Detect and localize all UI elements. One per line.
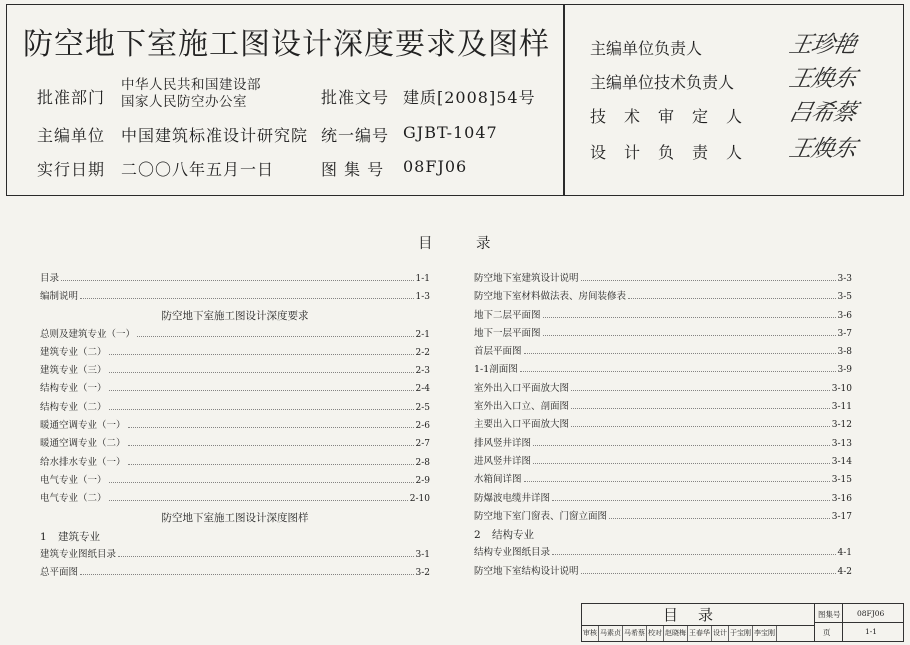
toc-entry-page: 2-3 (415, 366, 430, 377)
toc-entry (40, 417, 430, 435)
resp-label (590, 140, 761, 163)
resp-label (590, 104, 761, 127)
leader-dots (128, 417, 414, 428)
divider (842, 604, 843, 641)
toc-entry (474, 307, 852, 325)
leader-dots (61, 270, 413, 281)
leader-dots (118, 546, 413, 557)
leader-dots (80, 564, 413, 575)
group-title: 建筑专业 (58, 530, 100, 543)
section-title: 防空地下室施工图设计深度要求 (161, 309, 309, 322)
group-title: 结构专业 (492, 529, 534, 542)
toc-entry-title: 进风竖井详图 (474, 455, 532, 467)
title-block-right (814, 604, 903, 641)
leader-dots (628, 288, 835, 299)
toc-entry-title: 结构专业（二） (40, 401, 107, 413)
leader-dots (109, 472, 414, 483)
toc-entry (40, 435, 430, 453)
document-title: 防空地下室施工图设计深度要求及图样 (23, 27, 550, 62)
toc-entry (40, 399, 430, 417)
leader-dots (520, 361, 836, 372)
leader-dots (571, 416, 830, 427)
toc-entry-title: 建筑专业（二） (40, 346, 107, 358)
toc-entry-page: 3-3 (837, 274, 852, 284)
sign-row (582, 626, 814, 641)
toc-entry-title: 结构专业图纸目录 (474, 547, 551, 559)
toc-entry (474, 380, 852, 398)
impl-date-label: 实行日期 (37, 160, 106, 179)
toc-entry-page: 3-8 (837, 347, 852, 358)
toc-entry (40, 344, 430, 362)
toc-entry-title: 总平面图 (40, 567, 79, 579)
resp-label-text: 主编单位技术负责人 (590, 73, 735, 92)
toc-entry-page: 2-6 (415, 421, 430, 432)
toc-entry (474, 325, 852, 343)
toc-entry (40, 490, 430, 508)
toc-heading-left: 目 (418, 236, 433, 252)
toc-entry-page: 3-11 (831, 402, 852, 413)
toc-entry (474, 288, 852, 306)
sign-cell: 审核 (582, 626, 599, 641)
toc-entry-page: 3-15 (831, 475, 852, 486)
signature: 王焕东 (786, 66, 859, 92)
toc-entry-page: 2-2 (415, 347, 430, 358)
toc-entry-page: 2-7 (415, 439, 430, 450)
signature: 王珍艳 (786, 32, 859, 58)
editor-label: 主编单位 (37, 126, 106, 145)
toc-entry-title: 目录 (40, 273, 60, 284)
approval-dept-line1: 中华人民共和国建设部 (121, 77, 261, 93)
approval-doc-value: 建质[2008]54号 (403, 88, 536, 107)
toc-entry-page: 3-10 (831, 383, 852, 394)
toc-entry-title: 暖通空调专业（二） (40, 438, 126, 450)
approval-doc-label: 批准文号 (321, 88, 390, 107)
atlas-no-value: 08FJ06 (403, 157, 468, 176)
toc-entry-title: 首层平面图 (474, 346, 522, 358)
toc-entry-page: 2-5 (415, 402, 430, 413)
toc-entry-title: 建筑专业（三） (40, 365, 107, 377)
toc-entry-title: 建筑专业图纸目录 (40, 548, 117, 560)
signature: 王焕东 (786, 136, 859, 162)
impl-date-value: 二〇〇八年五月一日 (121, 160, 275, 179)
toc-right-column (474, 270, 852, 581)
atlas-value: 08FJ06 (857, 609, 885, 618)
toc-entry-title: 防空地下室建筑设计说明 (474, 273, 579, 284)
toc-entry (474, 361, 852, 379)
toc-entry-page: 3-13 (831, 438, 852, 449)
leader-dots (533, 435, 830, 446)
toc-group-heading (40, 528, 430, 546)
toc-entry (40, 288, 430, 306)
page-value: 1-1 (865, 627, 878, 636)
leader-dots (109, 490, 408, 501)
leader-dots (128, 435, 414, 446)
toc-entry (40, 546, 430, 564)
sign-cell: 马希蔡 (623, 626, 647, 641)
toc-entry-page: 3-12 (831, 420, 852, 431)
signature: 吕希蔡 (786, 100, 859, 126)
leader-dots (109, 362, 414, 373)
toc-entry-title: 防空地下室门窗表、门窗立面图 (474, 510, 608, 522)
toc-entry-title: 防爆波电缆井详图 (474, 492, 551, 504)
divider (815, 622, 904, 623)
approval-dept-label: 批准部门 (37, 88, 106, 107)
sign-cell: 设计 (712, 626, 729, 641)
toc-entry-page: 2-9 (415, 475, 430, 486)
leader-dots (581, 563, 836, 574)
toc-left-column (40, 270, 430, 582)
resp-label (590, 36, 750, 59)
toc-entry-title: 地下二层平面图 (474, 309, 541, 321)
leader-dots (571, 380, 830, 391)
group-number: 2 (474, 529, 481, 542)
toc-entry-page: 2-4 (415, 384, 430, 395)
toc-entry-page: 2-8 (415, 457, 430, 468)
toc-entry-page: 3-17 (831, 511, 852, 522)
resp-label-text: 主编单位负责人 (590, 39, 703, 58)
sign-cell: 于宝刚 (729, 626, 753, 641)
toc-entry-title: 总则及建筑专业（一） (40, 328, 136, 340)
toc-entry-page: 3-1 (415, 549, 430, 560)
leader-dots (137, 326, 413, 337)
leader-dots (524, 343, 836, 354)
toc-entry-title: 防空地下室材料做法表、房间装修表 (474, 291, 627, 303)
toc-entry-title: 地下一层平面图 (474, 327, 541, 339)
header-divider (563, 5, 565, 195)
toc-entry-title: 给水排水专业（一） (40, 456, 126, 468)
leader-dots (524, 471, 830, 482)
toc-entry (474, 416, 852, 434)
atlas-no-label: 图 集 号 (321, 160, 385, 179)
leader-dots (552, 544, 835, 555)
leader-dots (128, 454, 414, 465)
toc-entry-page: 4-1 (837, 548, 852, 559)
toc-entry (474, 398, 852, 416)
toc-entry (40, 472, 430, 490)
toc-entry-page: 3-16 (831, 493, 852, 504)
toc-entry-title: 防空地下室结构设计说明 (474, 565, 579, 577)
group-number: 1 (40, 530, 47, 543)
toc-entry (40, 362, 430, 380)
toc-entry-page: 1-3 (415, 292, 430, 303)
leader-dots (543, 325, 836, 336)
toc-entry (474, 343, 852, 361)
toc-entry (474, 508, 852, 526)
sign-cell: 校对 (647, 626, 664, 641)
toc-heading-right: 录 (476, 236, 491, 252)
toc-entry (474, 453, 852, 471)
leader-dots (543, 307, 836, 318)
toc-entry-title: 排风竖井详图 (474, 437, 532, 449)
toc-entry-page: 3-7 (837, 328, 852, 339)
leader-dots (533, 453, 830, 464)
leader-dots (109, 344, 414, 355)
toc-entry-page: 3-14 (831, 456, 852, 467)
toc-entry-page: 2-1 (415, 329, 430, 340)
toc-entry-page: 3-6 (837, 310, 852, 321)
editor-value: 中国建筑标准设计研究院 (121, 126, 309, 145)
toc-entry-page: 3-2 (415, 568, 430, 579)
toc-entry (40, 270, 430, 288)
toc-entry-title: 主要出入口平面放大图 (474, 419, 570, 431)
toc-entry-page: 1-1 (415, 274, 430, 284)
toc-entry-title: 1-1剖面图 (474, 364, 518, 376)
toc-entry (40, 380, 430, 398)
toc-entry (474, 471, 852, 489)
leader-dots (552, 490, 830, 501)
toc-entry-page: 4-2 (837, 566, 852, 577)
toc-entry-title: 暖通空调专业（一） (40, 420, 126, 432)
approval-dept-line2: 国家人民防空办公室 (121, 94, 247, 110)
header-box (6, 4, 904, 196)
leader-dots (571, 398, 830, 409)
title-block-name: 目录 (582, 604, 814, 626)
toc-entry (474, 563, 852, 581)
atlas-label: 图集号 (818, 610, 841, 619)
toc-entry-page: 2-10 (409, 494, 430, 505)
toc-entry-page: 3-9 (837, 365, 852, 376)
toc-group-heading (474, 526, 852, 544)
sign-cell: 赵晓梅 (664, 626, 688, 641)
toc-entry (40, 564, 430, 582)
resp-label-text: 技术审定人 (590, 107, 761, 126)
leader-dots (609, 508, 830, 519)
toc-entry (474, 544, 852, 562)
toc-entry (474, 435, 852, 453)
toc-entry (40, 326, 430, 344)
leader-dots (80, 288, 413, 299)
toc-entry-title: 结构专业（一） (40, 383, 107, 395)
sign-cell: 马素贞 (599, 626, 623, 641)
toc-entry (40, 454, 430, 472)
page-label: 页 (823, 628, 831, 637)
unified-no-label: 统一编号 (321, 126, 390, 145)
toc-entry-page: 3-5 (837, 292, 852, 303)
resp-label (590, 70, 750, 93)
toc-entry-title: 电气专业（一） (40, 474, 107, 486)
toc-entry-title: 编制说明 (40, 291, 79, 303)
resp-label-text: 设计负责人 (590, 143, 761, 162)
section-title: 防空地下室施工图设计深度图样 (161, 511, 309, 524)
unified-no-value: GJBT-1047 (403, 123, 498, 142)
toc-entry-title: 室外出入口立、剖面图 (474, 401, 570, 413)
toc-entry-title: 水箱间详图 (474, 474, 522, 486)
title-block (581, 603, 904, 642)
sign-cell: 王春华 (688, 626, 712, 641)
toc-entry-title: 电气专业（二） (40, 493, 107, 505)
toc-entry-title: 室外出入口平面放大图 (474, 382, 570, 394)
leader-dots (109, 399, 414, 410)
leader-dots (581, 270, 836, 281)
sign-cell: 李宝刚 (753, 626, 777, 641)
toc-entry (474, 270, 852, 288)
toc-entry (474, 490, 852, 508)
leader-dots (109, 380, 414, 391)
